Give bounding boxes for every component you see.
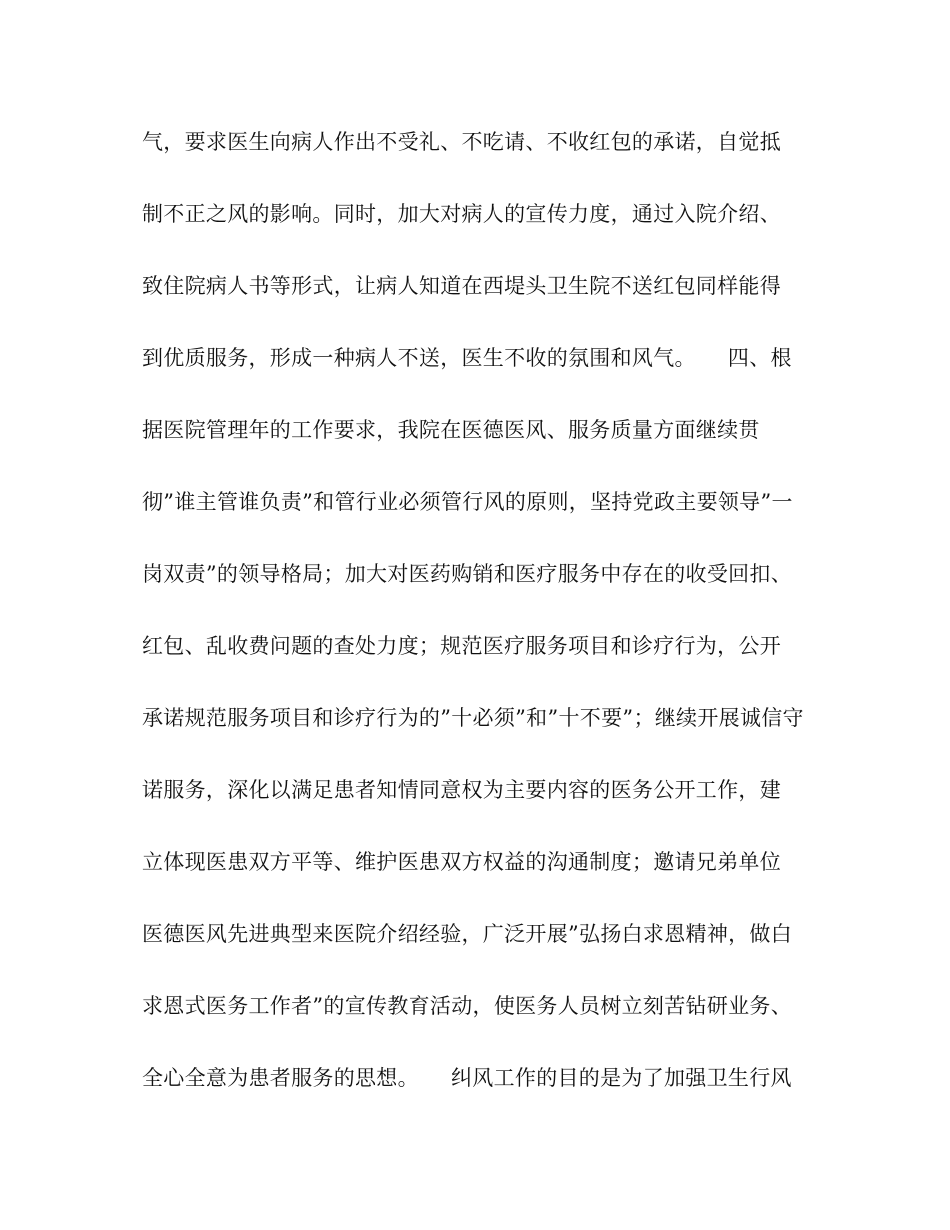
body-text-line: 承诺规范服务项目和诊疗行为的”十必须”和”十不要”；继续开展诚信守 [142,706,804,730]
body-text-line: 彻”谁主管谁负责”和管行业必须管行风的原则，坚持党政主要领导”一 [142,490,793,514]
body-text-line: 到优质服务，形成一种病人不送，医生不收的氛围和风气。 四、根 [142,346,792,370]
body-text-line: 气，要求医生向病人作出不受礼、不吃请、不收红包的承诺，自觉抵 [142,130,781,154]
body-text-line: 岗双责”的领导格局；加大对医药购销和医疗服务中存在的收受回扣、 [142,562,793,586]
body-text-line: 立体现医患双方平等、维护医患双方权益的沟通制度；邀请兄弟单位 [142,850,781,874]
body-text-line: 红包、乱收费问题的查处力度；规范医疗服务项目和诊疗行为，公开 [142,634,781,658]
body-text-line: 全心全意为患者服务的思想。 纠风工作的目的是为了加强卫生行风 [142,1066,792,1090]
body-text-line: 制不正之风的影响。同时，加大对病人的宣传力度，通过入院介绍、 [142,202,781,226]
body-text-line: 诺服务，深化以满足患者知情同意权为主要内容的医务公开工作，建 [142,778,781,802]
body-text-line: 求恩式医务工作者”的宣传教育活动，使医务人员树立刻苦钻研业务、 [142,994,793,1018]
body-text-line: 据医院管理年的工作要求，我院在医德医风、服务质量方面继续贯 [142,418,760,442]
body-text-line: 医德医风先进典型来医院介绍经验，广泛开展”弘扬白求恩精神，做白 [142,922,793,946]
body-text-line: 致住院病人书等形式，让病人知道在西堤头卫生院不送红包同样能得 [142,274,781,298]
